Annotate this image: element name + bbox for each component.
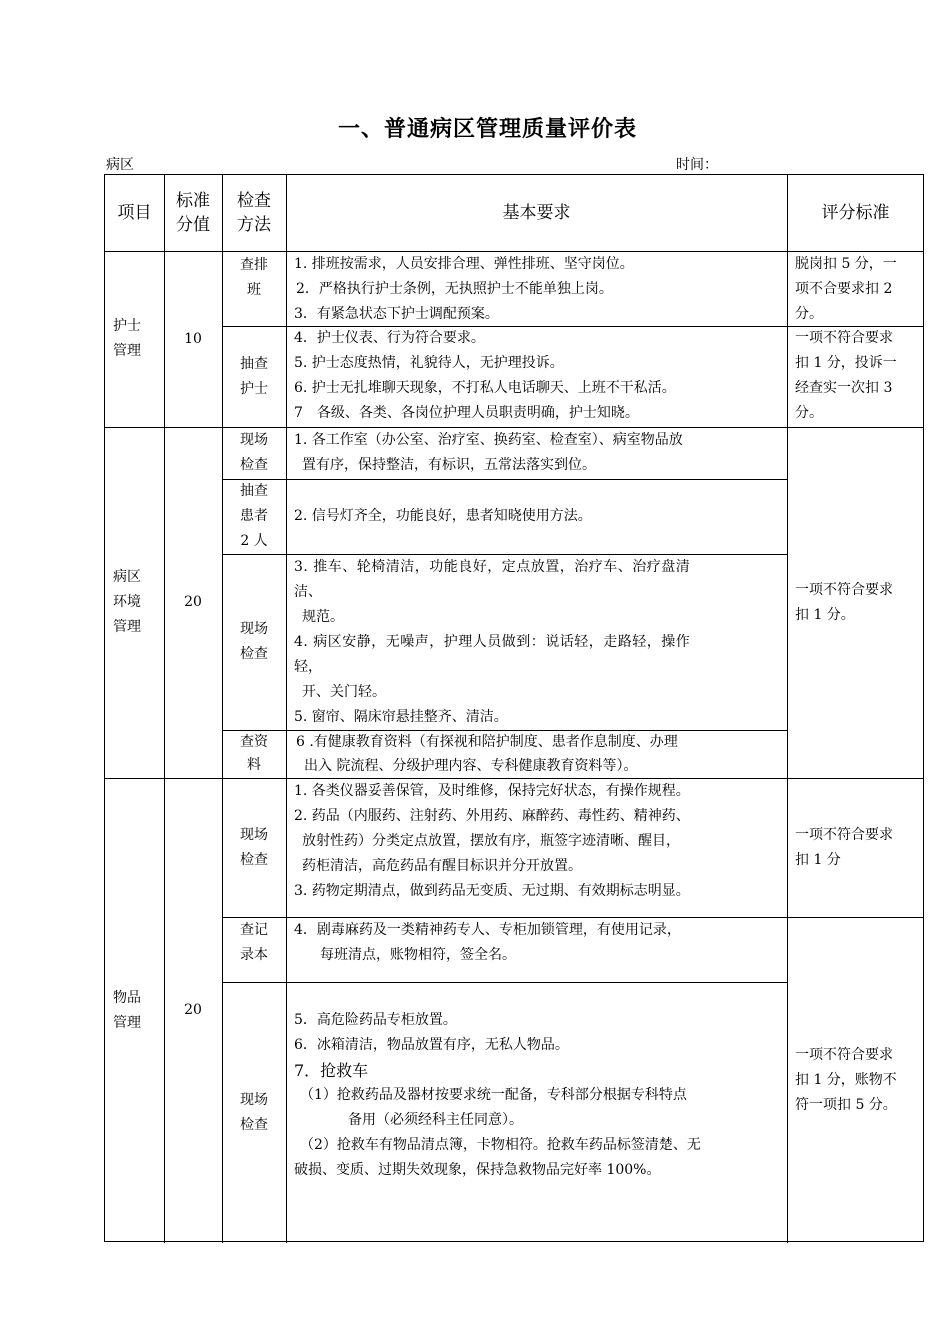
time-label: 时间： (676, 157, 718, 173)
s1-m1-line2: 班 (247, 282, 261, 298)
s1-crit-3: 分。 (795, 306, 823, 322)
s3-req-2c: 药柜清洁，高危药品有醒目标识并分开放置。 (302, 858, 582, 874)
s3-m2-line1: 查记 (240, 922, 268, 938)
s2-name-line1: 病区 (113, 569, 141, 585)
header-method (222, 175, 287, 252)
s2-score-value: 20 (184, 594, 202, 610)
header-method-line1: 检查 (237, 191, 271, 211)
s2-crit-2: 扣 1 分。 (795, 606, 855, 623)
s3-req-7-1a: （1）抢救药品及器材按要求统一配备，专科部分根据专科特点 (300, 1087, 687, 1103)
s3-crit2-3: 符一项扣 5 分。 (795, 1096, 897, 1113)
s1-crit2-3: 经查实一次扣 3 (795, 380, 893, 396)
s1-m2-line1: 抽查 (240, 355, 268, 372)
s3-req-2b: 放射性药）分类定点放置，摆放有序，瓶签字迹清晰、醒目， (302, 833, 680, 849)
s1-crit2-1: 一项不符合要求 (795, 330, 893, 346)
s3-criteria-2 (787, 917, 924, 1243)
s2-req-6a: 6 .有健康教育资料（有探视和陪护制度、患者作息制度、办理 (296, 734, 678, 750)
s3-m3-line2: 检查 (240, 1116, 268, 1133)
header-score (164, 175, 223, 252)
section-supplies-management (105, 778, 165, 1243)
s1-method-1 (222, 251, 287, 327)
s2-req-6b: 出入 院流程、分级护理内容、专科健康教育资料等）。 (304, 758, 638, 774)
s1-method-2 (222, 326, 287, 428)
s2-req-3a: 3. 推车、轮椅清洁，功能良好，定点放置，治疗车、治疗盘清 (294, 559, 691, 575)
s3-m2-line2: 录本 (240, 947, 268, 963)
s2-requirements-2 (286, 479, 788, 555)
s2-req-4a: 4. 病区安静，无噪声，护理人员做到：说话轻，走路轻，操作 (294, 634, 691, 650)
s2-req-2: 2. 信号灯齐全，功能良好，患者知晓使用方法。 (294, 508, 592, 524)
s2-crit-1: 一项不符合要求 (795, 581, 893, 598)
s2-m4-line2: 料 (247, 757, 261, 773)
s2-method-4 (222, 730, 287, 779)
s3-requirements-2 (286, 917, 788, 983)
section-ward-environment (105, 427, 165, 779)
s1-req-5: 5. 护士态度热情，礼貌待人，无护理投诉。 (294, 355, 564, 371)
s1-req-4: 4．护士仪表、行为符合要求。 (294, 330, 485, 346)
s1-score (164, 251, 223, 428)
s3-name-line1: 物品 (113, 989, 141, 1006)
header-item-text: 项目 (117, 203, 152, 223)
header-requirements-text: 基本要求 (502, 203, 571, 223)
s1-criteria-2 (787, 326, 924, 428)
s1-req-2: 2．严格执行护士条例，无执照护士不能单独上岗。 (296, 281, 613, 297)
s2-method-2 (222, 479, 287, 555)
header-score-line2: 分值 (176, 215, 210, 235)
s3-method-3 (222, 982, 287, 1243)
header-method-line2: 方法 (237, 215, 271, 235)
s2-requirements-1 (286, 427, 788, 480)
s1-crit2-4: 分。 (795, 405, 823, 421)
section-nurse-management (105, 251, 165, 428)
s3-crit1-1: 一项不符合要求 (795, 826, 893, 843)
s3-m3-line1: 现场 (240, 1091, 268, 1108)
s2-criteria (787, 427, 924, 779)
s2-m3-line2: 检查 (240, 646, 268, 662)
s1-m1-line1: 查排 (240, 257, 268, 273)
s1-req-3: 3．有紧急状态下护士调配预案。 (294, 306, 499, 322)
header-item (105, 175, 165, 252)
s2-req-4c: 开、关门轻。 (302, 684, 386, 700)
s2-score (164, 427, 223, 779)
s1-req-7: 7 各级、各类、各岗位护理人员职责明确，护士知晓。 (294, 405, 639, 421)
s2-method-3 (222, 554, 287, 731)
s3-req-4b: 每班清点，账物相符，签全名。 (320, 947, 516, 963)
header-requirements (286, 175, 788, 252)
s3-req-7-title: 7．抢救车 (294, 1061, 369, 1080)
s3-criteria-1 (787, 778, 924, 918)
s1-req-1: 1. 排班按需求，人员安排合理、弹性排班、坚守岗位。 (294, 256, 634, 272)
s1-requirements-2 (286, 326, 788, 428)
s3-m1-line2: 检查 (240, 851, 268, 868)
s1-score-value: 10 (184, 330, 202, 347)
s3-requirements-3 (286, 982, 788, 1243)
s2-req-1b: 置有序，保持整洁，有标识，五常法落实到位。 (302, 457, 596, 473)
s3-m1-line1: 现场 (240, 826, 268, 843)
s2-method-1 (222, 427, 287, 480)
s3-crit2-1: 一项不符合要求 (795, 1046, 893, 1063)
s2-m1-line2: 检查 (240, 457, 268, 473)
s3-req-3: 3. 药物定期清点，做到药品无变质、无过期、有效期标志明显。 (294, 883, 690, 899)
s1-name-line1: 护士 (113, 318, 141, 334)
s1-requirements-1 (286, 251, 788, 327)
s3-requirements-1 (286, 778, 788, 918)
s2-m2-line1: 抽查 (240, 483, 268, 499)
s1-req-6: 6. 护士无扎堆聊天现象，不打私人电话聊天、上班不干私活。 (294, 380, 676, 396)
s3-req-5: 5．高危险药品专柜放置。 (294, 1012, 457, 1028)
header-score-line1: 标准 (176, 191, 210, 211)
s2-req-4b: 轻， (294, 659, 322, 675)
s3-name-line2: 管理 (113, 1014, 141, 1031)
s2-name-line2: 环境 (113, 594, 141, 610)
s1-crit-2: 项不合要求扣 2 (795, 281, 893, 297)
s1-m2-line2: 护士 (240, 380, 268, 397)
header-criteria (787, 175, 924, 252)
s3-req-6: 6．冰箱清洁，物品放置有序，无私人物品。 (294, 1037, 569, 1053)
s1-crit-1: 脱岗扣 5 分，一 (795, 256, 897, 272)
s1-name-line2: 管理 (113, 343, 141, 359)
s3-score-value: 20 (184, 1002, 202, 1018)
s2-req-3c: 规范。 (302, 609, 344, 625)
s3-req-2a: 2. 药品（内服药、注射药、外用药、麻醉药、毒性药、精神药、 (294, 808, 690, 824)
s2-m3-line1: 现场 (240, 621, 268, 637)
s1-crit2-2: 扣 1 分，投诉一 (795, 355, 897, 371)
s2-m4-line1: 查资 (240, 734, 268, 750)
s3-crit2-2: 扣 1 分，账物不 (795, 1071, 897, 1088)
s3-req-7-1b: 备用（必须经科主任同意）。 (348, 1112, 523, 1128)
s2-requirements-4 (286, 730, 788, 779)
s3-req-4a: 4．剧毒麻药及一类精神药专人、专柜加锁管理，有使用记录， (294, 922, 681, 938)
s3-method-1 (222, 778, 287, 918)
s3-crit1-2: 扣 1 分 (795, 851, 841, 868)
s2-requirements-3 (286, 554, 788, 731)
ward-label: 病区 (106, 157, 134, 173)
header-criteria-text: 评分标准 (821, 203, 890, 223)
s3-req-1: 1. 各类仪器妥善保管，及时维修，保持完好状态，有操作规程。 (294, 783, 690, 799)
page-title: 一、普通病区管理质量评价表 (337, 117, 637, 142)
s2-req-5: 5. 窗帘、隔床帘悬挂整齐、清洁。 (294, 709, 508, 725)
s3-score (164, 778, 223, 1243)
s2-req-1a: 1. 各工作室（办公室、治疗室、换药室、检查室）、病室物品放 (294, 432, 683, 448)
s2-m2-line3: 2 人 (240, 533, 268, 549)
evaluation-table (104, 174, 924, 1242)
s2-name-line3: 管理 (113, 619, 141, 635)
s3-method-2 (222, 917, 287, 983)
s1-criteria-1 (787, 251, 924, 327)
s3-req-7-2b: 破损、变质、过期失效现象，保持急救物品完好率 100%。 (294, 1162, 661, 1178)
s2-req-3b: 洁、 (294, 584, 322, 600)
s2-m2-line2: 患者 (240, 508, 268, 524)
s3-req-7-2a: （2）抢救车有物品清点簿，卡物相符。抢救车药品标签清楚、无 (300, 1137, 701, 1153)
s2-m1-line1: 现场 (240, 432, 268, 448)
